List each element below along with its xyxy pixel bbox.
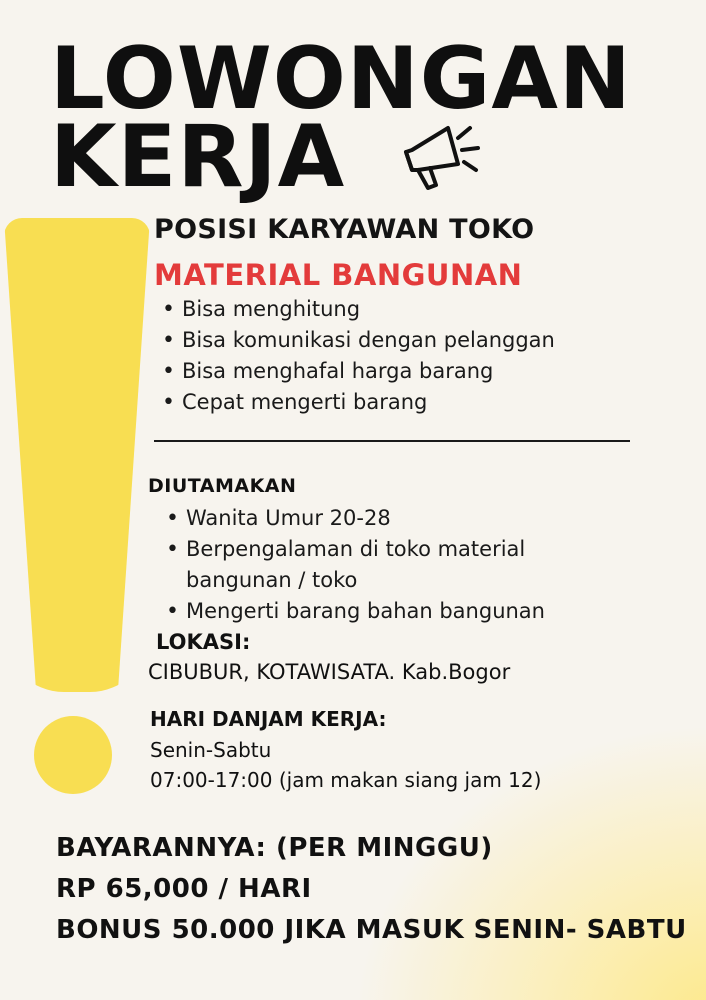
work-days: Senin-Sabtu — [150, 738, 272, 762]
requirements-list — [158, 294, 555, 418]
preferred-heading: DIUTAMAKAN — [148, 475, 297, 497]
list-item: • Bisa menghafal harga barang — [158, 356, 555, 387]
list-item: • Cepat mengerti barang — [158, 387, 555, 418]
poster-title-line2: KERJA — [50, 107, 346, 207]
location-value: CIBUBUR, KOTAWISATA. Kab.Bogor — [148, 660, 511, 684]
exclamation-mark-dot — [34, 716, 112, 794]
section-divider — [154, 440, 630, 442]
poster-title-line1: LOWONGAN — [50, 29, 632, 129]
list-item: • Mengerti barang bahan bangunan — [162, 596, 602, 627]
work-hours: 07:00-17:00 (jam makan siang jam 12) — [150, 768, 542, 792]
work-hours-heading: HARI DANJAM KERJA: — [150, 707, 387, 731]
location-heading: LOKASI: — [156, 630, 251, 654]
megaphone-icon — [398, 114, 488, 194]
list-item: • Berpengalaman di toko material bangunan / toko — [162, 534, 602, 596]
exclamation-mark-bar — [4, 218, 150, 692]
pay-bonus: BONUS 50.000 JIKA MASUK SENIN- SABTU — [56, 915, 687, 945]
list-item: • Wanita Umur 20-28 — [162, 503, 602, 534]
pay-rate: RP 65,000 / HARI — [56, 874, 312, 904]
list-item: • Bisa menghitung — [158, 294, 555, 325]
pay-heading: BAYARANNYA: (PER MINGGU) — [56, 833, 493, 863]
position-heading: POSISI KARYAWAN TOKO — [154, 214, 535, 245]
list-item: • Bisa komunikasi dengan pelanggan — [158, 325, 555, 356]
preferred-list — [162, 503, 602, 627]
position-highlight: MATERIAL BANGUNAN — [154, 258, 523, 292]
